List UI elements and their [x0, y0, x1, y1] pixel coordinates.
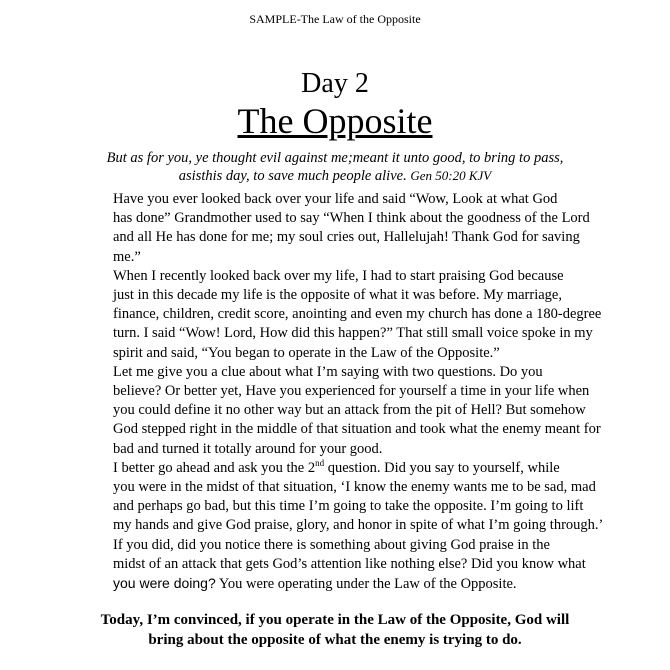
paragraph-2: [83, 267, 628, 363]
day-heading: Day 2: [301, 68, 369, 99]
paragraph-1: [83, 190, 628, 267]
text-line: finance, children, credit score, anointing and even my church has done a 180-degree: [113, 306, 602, 323]
text-line: When I recently looked back over my life, I had to start praising God because: [113, 267, 564, 284]
text-line: Let me give you a clue about what I’m saying with two questions. Do you: [113, 363, 543, 380]
paragraph-4: [83, 459, 628, 536]
scripture-text: asisthis day, to save much people alive.: [178, 168, 407, 184]
closing-line-1: Today, I’m convinced, if you operate in the Law of the Opposite, God will: [100, 612, 570, 628]
text-line: [83, 574, 628, 594]
text-line: me.”: [113, 248, 141, 265]
paragraph-5: [83, 536, 628, 595]
scripture-line-2: [40, 167, 630, 185]
text-segment: you were doing?: [113, 575, 216, 592]
text-line: and all He has done for me; my soul cries out, Hallelujah! Thank God for saving: [113, 229, 580, 246]
text-line: If you did, did you notice there is something about giving God praise in the: [113, 536, 550, 553]
text-line: midst of an attack that gets God’s attention like nothing else? Did you know what: [113, 555, 586, 572]
body-text: [83, 190, 628, 594]
text-segment: question. Did you say to yourself, while: [324, 459, 560, 476]
page-header: SAMPLE-The Law of the Opposite: [249, 12, 421, 26]
scripture-quote: [40, 149, 630, 185]
scripture-reference: Gen 50:20 KJV: [410, 168, 492, 183]
text-line: turn. I said “Wow! Lord, How did this happen?” That still small voice spoke in my: [113, 325, 593, 342]
scripture-line-1: But as for you, ye thought evil against me;meant it unto good, to bring to pass,: [106, 150, 564, 166]
text-line: Have you ever looked back over your life and said “Wow, Look at what God: [113, 191, 558, 207]
text-line: my hands and give God praise, glory, and honor in spite of what I’m going through.’: [113, 517, 604, 534]
text-segment: You were operating under the Law of the Opposite.: [215, 576, 517, 593]
text-line: and perhaps go bad, but this time I’m going to take the opposite. I’m going to lift: [113, 498, 584, 515]
closing-statement: [60, 610, 610, 650]
text-line: [83, 459, 628, 478]
text-line: God stepped right in the middle of that situation and took what the enemy meant for: [113, 421, 601, 438]
text-line: you were in the midst of that situation, ‘I know the enemy wants me to be sad, mad: [113, 479, 596, 496]
text-line: bad and turned it totally around for your good.: [113, 440, 383, 457]
text-line: spirit and said, “You began to operate in the Law of the Opposite.”: [113, 344, 500, 361]
chapter-title: The Opposite: [237, 101, 433, 141]
closing-line-2: bring about the opposite of what the enemy is trying to do.: [148, 632, 522, 648]
text-line: believe? Or better yet, Have you experienced for yourself a time in your life when: [113, 383, 590, 400]
text-line: just in this decade my life is the opposite of what it was before. My marriage,: [113, 287, 562, 304]
text-line: you could define it no other way but an attack from the pit of Hell? But somehow: [113, 402, 586, 419]
paragraph-3: [83, 363, 628, 459]
text-line: has done” Grandmother used to say “When I think about the goodness of the Lord: [113, 210, 590, 227]
ordinal-superscript: nd: [315, 458, 325, 469]
text-segment: I better go ahead and ask you the 2: [113, 459, 316, 476]
